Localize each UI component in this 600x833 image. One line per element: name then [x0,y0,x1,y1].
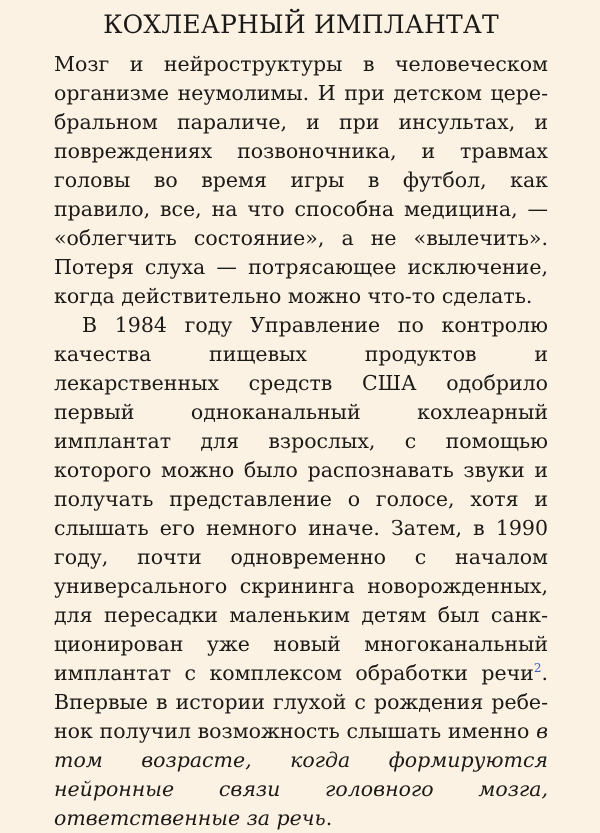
paragraph-2-end: . [325,806,333,830]
paragraph-2-continued: . Впервые в истории глухой с рождения ребенок получил возможность слышать именно [54,661,548,743]
chapter-title: КОХЛЕАРНЫЙ ИМПЛАНТАТ [103,10,499,39]
footnote-link[interactable]: 2 [533,661,542,676]
paragraph-2-italic: в том возрасте, когда формируются нейронные связи головного мозга, ответственные за речь [54,719,548,830]
paragraph-2-text: В 1984 году Управление по контролю качества пищевых продуктов и лекарственных средств США одобрило первый одноканальный кохлеарный имплантат для взрослых, с помощью которого можно было распознавать звуки и получать представление о голосе, хотя и слышать его немного иначе. Затем, в 1990 году, почти одновременно с началом универсального скрининга новорожденных, для пересадки маленьким детям был санкционирован уже новый многоканальный имплантат с комплексом обработки речи [54,313,548,685]
paragraph-1: Мозг и нейроструктуры в человеческом организме неумолимы. И при детском церебральном параличе, и при инсультах, и повреждениях позвоночника, и травмах головы во время игры в футбол, как правило, все, на что способна медицина, — «облегчить состояние», а не «вылечить». Потеря слуха — потрясающее исключение, когда действительно можно что-то сделать. [54,52,548,308]
paragraph-2 [54,311,548,833]
